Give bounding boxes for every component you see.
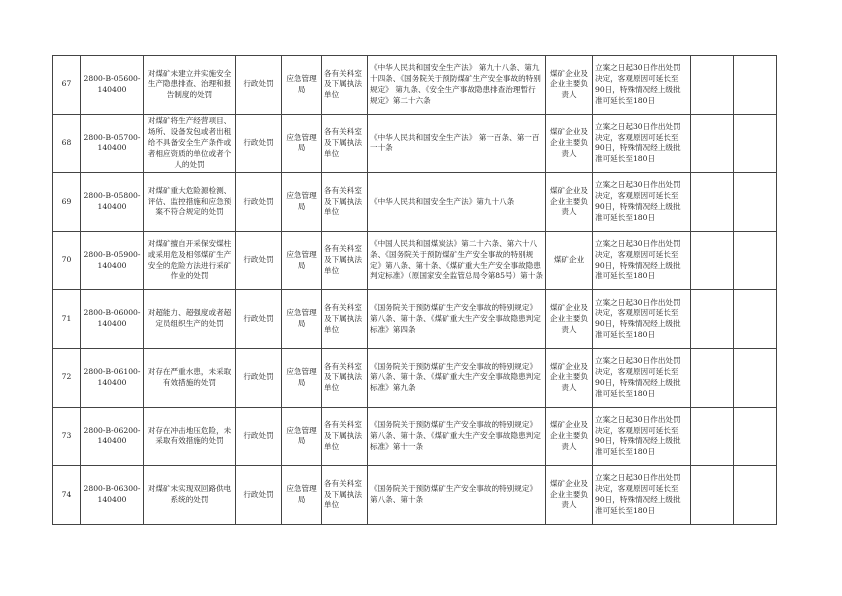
target-subject: 煤矿企业及企业主要负责人 [546, 290, 593, 349]
item-type: 行政处罚 [236, 290, 282, 349]
item-name: 对煤矿将生产经营项目、场所、设备发包或者出租给不具备安全生产条件或者相应资质的单位或者个人的处罚 [144, 114, 236, 173]
item-code: 2800-B-05700-140400 [81, 114, 144, 173]
item-name: 对超能力、超强度或者超定员组织生产的处罚 [144, 290, 236, 349]
empty-cell [691, 466, 734, 525]
item-type: 行政处罚 [236, 348, 282, 407]
empty-cell [734, 290, 777, 349]
empty-cell [734, 114, 777, 173]
empty-cell [734, 407, 777, 466]
department: 应急管理局 [282, 56, 322, 115]
item-name: 对存在冲击地压危险，未采取有效措施的处罚 [144, 407, 236, 466]
legal-basis: 《国务院关于预防煤矿生产安全事故的特别规定》第八条、第十条、《煤矿重大生产安全事故隐患判定标准》第四条 [368, 290, 546, 349]
target-subject: 煤矿企业 [546, 231, 593, 290]
table-row [53, 231, 777, 290]
processing-deadline: 立案之日起30日作出处罚决定，客观原因可延长至90日，特殊情况经上级批准可延长至180日 [593, 231, 691, 290]
row-number: 74 [53, 466, 81, 525]
table-row [53, 466, 777, 525]
target-subject: 煤矿企业及企业主要负责人 [546, 173, 593, 232]
enforcement-unit: 各有关科室及下属执法单位 [322, 231, 368, 290]
item-type: 行政处罚 [236, 466, 282, 525]
processing-deadline: 立案之日起30日作出处罚决定，客观原因可延长至90日，特殊情况经上级批准可延长至180日 [593, 407, 691, 466]
row-number: 68 [53, 114, 81, 173]
legal-basis: 《国务院关于预防煤矿生产安全事故的特别规定》第八条、第十条、《煤矿重大生产安全事故隐患判定标准》第九条 [368, 348, 546, 407]
row-number: 67 [53, 56, 81, 115]
item-name: 对煤矿未建立并实施安全生产隐患排查、治理和报告制度的处罚 [144, 56, 236, 115]
item-type: 行政处罚 [236, 407, 282, 466]
table-row [53, 56, 777, 115]
empty-cell [691, 231, 734, 290]
enforcement-unit: 各有关科室及下属执法单位 [322, 114, 368, 173]
legal-basis: 《中华人民共和国安全生产法》 第九十八条、第九十四条、《国务院关于预防煤矿生产安全事故的特别规定》 第九条、《安全生产事故隐患排查治理暂行规定》第二十六条 [368, 56, 546, 115]
target-subject: 煤矿企业及企业主要负责人 [546, 407, 593, 466]
empty-cell [691, 348, 734, 407]
department: 应急管理局 [282, 114, 322, 173]
target-subject: 煤矿企业及企业主要负责人 [546, 466, 593, 525]
item-code: 2800-B-06300-140400 [81, 466, 144, 525]
department: 应急管理局 [282, 348, 322, 407]
processing-deadline: 立案之日起30日作出处罚决定，客观原因可延长至90日，特殊情况经上级批准可延长至180日 [593, 466, 691, 525]
item-code: 2800-B-05900-140400 [81, 231, 144, 290]
row-number: 70 [53, 231, 81, 290]
enforcement-unit: 各有关科室及下属执法单位 [322, 348, 368, 407]
processing-deadline: 立案之日起30日作出处罚决定，客观原因可延长至90日，特殊情况经上级批准可延长至180日 [593, 173, 691, 232]
legal-basis: 《国务院关于预防煤矿生产安全事故的特别规定》第八条、第十条、《煤矿重大生产安全事故隐患判定标准》第十一条 [368, 407, 546, 466]
enforcement-unit: 各有关科室及下属执法单位 [322, 56, 368, 115]
row-number: 71 [53, 290, 81, 349]
target-subject: 煤矿企业及企业主要负责人 [546, 56, 593, 115]
empty-cell [734, 231, 777, 290]
empty-cell [691, 407, 734, 466]
legal-basis: 《中国人民共和国煤炭法》第二十六条、第六十八条、《国务院关于预防煤矿生产安全事故的特别规定》第八条、第十条、《煤矿重大生产安全事故隐患判定标准》（原国家安全监管总局令第85号）第十条 [368, 231, 546, 290]
item-type: 行政处罚 [236, 114, 282, 173]
processing-deadline: 立案之日起30日作出处罚决定，客观原因可延长至90日，特殊情况经上级批准可延长至180日 [593, 114, 691, 173]
item-code: 2800-B-06200-140400 [81, 407, 144, 466]
empty-cell [691, 114, 734, 173]
legal-basis: 《中华人民共和国安全生产法》 第一百条、第一百一十条 [368, 114, 546, 173]
enforcement-unit: 各有关科室及下属执法单位 [322, 466, 368, 525]
item-name: 对煤矿未实现双回路供电系统的处罚 [144, 466, 236, 525]
target-subject: 煤矿企业及企业主要负责人 [546, 348, 593, 407]
empty-cell [691, 290, 734, 349]
department: 应急管理局 [282, 466, 322, 525]
row-number: 72 [53, 348, 81, 407]
legal-basis: 《国务院关于预防煤矿生产安全事故的特别规定》第八条、第十条 [368, 466, 546, 525]
penalty-table [52, 55, 777, 525]
department: 应急管理局 [282, 173, 322, 232]
target-subject: 煤矿企业及企业主要负责人 [546, 114, 593, 173]
empty-cell [691, 56, 734, 115]
item-name: 对煤矿重大危险源检测、评估、监控措施和应急预案不符合规定的处罚 [144, 173, 236, 232]
legal-basis: 《中华人民共和国安全生产法》第九十八条 [368, 173, 546, 232]
item-code: 2800-B-06000-140400 [81, 290, 144, 349]
item-name: 对煤矿擅自开采保安煤柱或采用危及相邻煤矿生产安全的危险方法进行采矿作业的处罚 [144, 231, 236, 290]
processing-deadline: 立案之日起30日作出处罚决定，客观原因可延长至90日，特殊情况经上级批准可延长至180日 [593, 56, 691, 115]
processing-deadline: 立案之日起30日作出处罚决定，客观原因可延长至90日，特殊情况经上级批准可延长至180日 [593, 348, 691, 407]
empty-cell [734, 56, 777, 115]
table-row [53, 114, 777, 173]
enforcement-unit: 各有关科室及下属执法单位 [322, 290, 368, 349]
row-number: 73 [53, 407, 81, 466]
item-type: 行政处罚 [236, 173, 282, 232]
item-code: 2800-B-05600-140400 [81, 56, 144, 115]
item-code: 2800-B-05800-140400 [81, 173, 144, 232]
item-type: 行政处罚 [236, 231, 282, 290]
item-name: 对存在严重水患，未采取有效措施的处罚 [144, 348, 236, 407]
table-row [53, 173, 777, 232]
enforcement-unit: 各有关科室及下属执法单位 [322, 407, 368, 466]
item-code: 2800-B-06100-140400 [81, 348, 144, 407]
department: 应急管理局 [282, 290, 322, 349]
department: 应急管理局 [282, 231, 322, 290]
empty-cell [734, 348, 777, 407]
empty-cell [734, 173, 777, 232]
table-row [53, 407, 777, 466]
table-body [53, 56, 777, 525]
department: 应急管理局 [282, 407, 322, 466]
empty-cell [691, 173, 734, 232]
enforcement-unit: 各有关科室及下属执法单位 [322, 173, 368, 232]
table-row [53, 348, 777, 407]
processing-deadline: 立案之日起30日作出处罚决定，客观原因可延长至90日，特殊情况经上级批准可延长至180日 [593, 290, 691, 349]
row-number: 69 [53, 173, 81, 232]
table-row [53, 290, 777, 349]
item-type: 行政处罚 [236, 56, 282, 115]
empty-cell [734, 466, 777, 525]
